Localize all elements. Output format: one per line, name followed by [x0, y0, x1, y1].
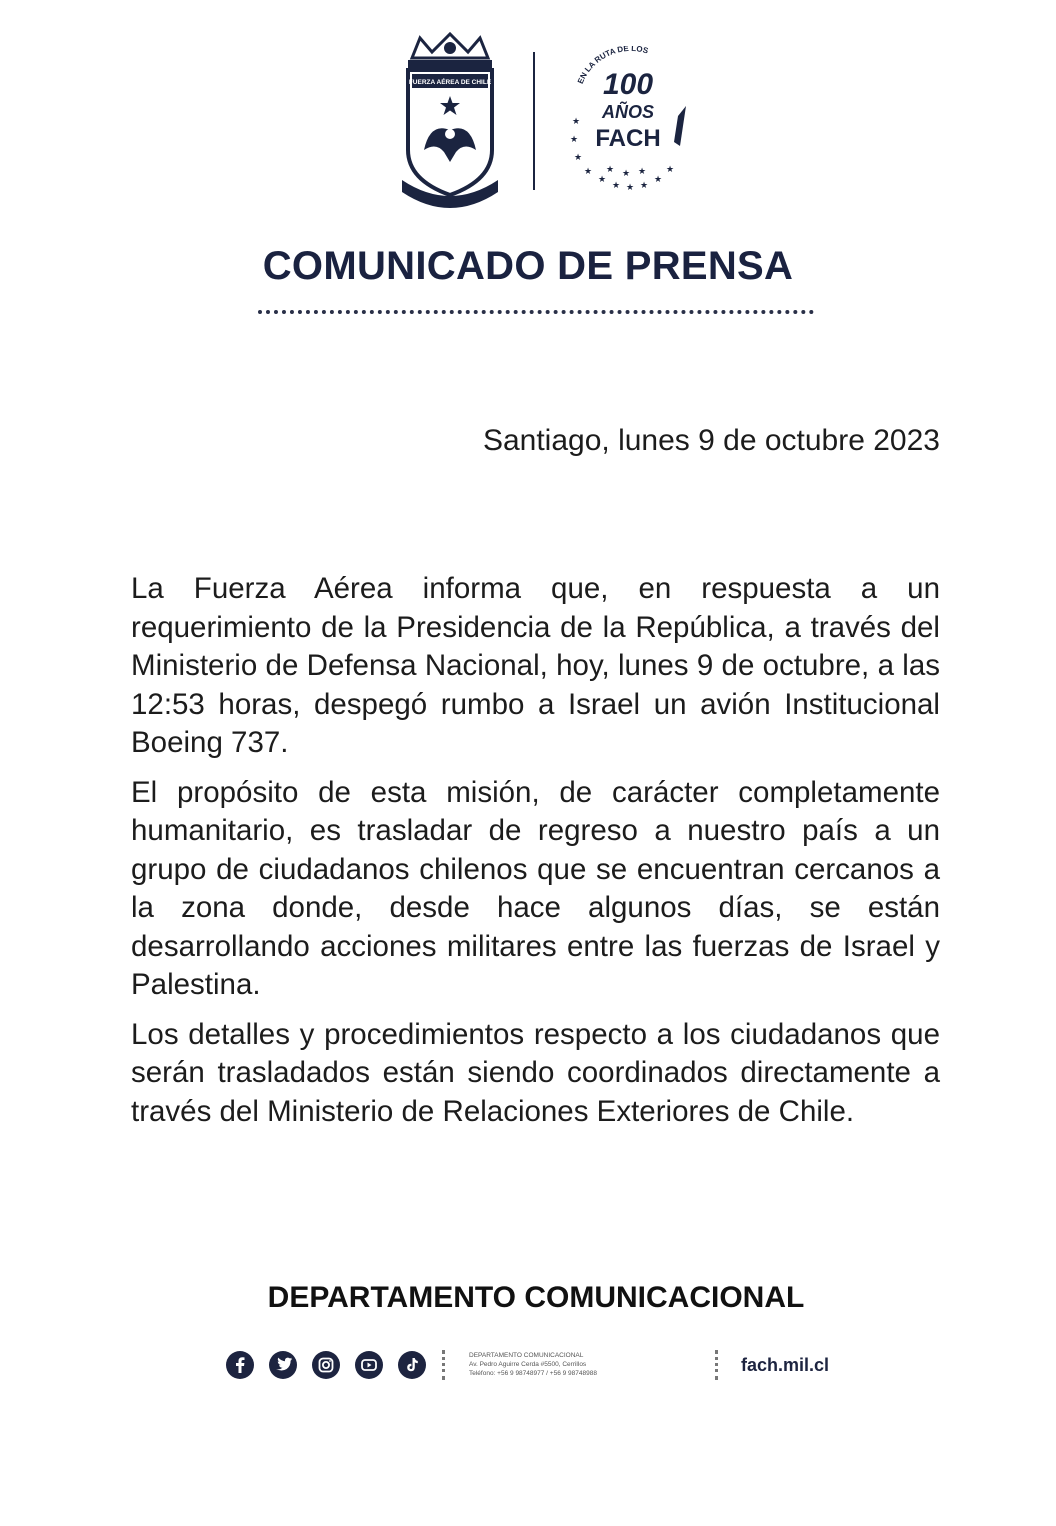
- title-dotted-rule: [258, 310, 814, 314]
- svg-text:★: ★: [622, 169, 631, 179]
- website-link[interactable]: fach.mil.cl: [741, 1355, 830, 1375]
- header-divider: [533, 52, 535, 190]
- footer-divider: [442, 1350, 445, 1380]
- svg-text:★: ★: [654, 175, 663, 185]
- body-paragraph: El propósito de esta misión, de carácter completamente humanitario, es trasladar de regreso a nuestro país a un grupo de ciudadanos chilenos que se encuentran cercanos a la zona donde, desde hace algunos días, se están desarrollando acciones militares entre las fuerzas de Israel y Palestina.: [131, 775, 940, 1001]
- facebook-icon[interactable]: [226, 1351, 254, 1379]
- press-release-body: [131, 570, 940, 1142]
- svg-text:★: ★: [572, 117, 581, 127]
- department-signature: DEPARTAMENTO COMUNICACIONAL: [267, 1281, 805, 1314]
- centenary-arc-text: EN LA RUTA DE LOS: [575, 46, 650, 86]
- centenary-100-anos-logo: [566, 46, 694, 198]
- social-icons-row: [226, 1351, 426, 1379]
- svg-text:★: ★: [612, 181, 621, 191]
- date-line: Santiago, lunes 9 de octubre 2023: [482, 424, 940, 457]
- crest-lettering: FUERZA AÉREA DE CHILE: [408, 79, 492, 86]
- youtube-icon[interactable]: [355, 1351, 383, 1379]
- svg-text:★: ★: [666, 165, 675, 175]
- footer-divider: [715, 1350, 718, 1380]
- centenary-years: AÑOS: [601, 102, 655, 122]
- body-paragraph: La Fuerza Aérea informa que, en respuesta a un requerimiento de la Presidencia de la República, a través del Ministerio de Defensa Nacional, hoy, lunes 9 de octubre, a las 12:53 horas, despegó rumbo a Israel un avión Institucional Boeing 737.: [131, 572, 940, 759]
- address-line: Av. Pedro Aguirre Cerda #5500, Cerrillos: [469, 1361, 587, 1368]
- twitter-icon[interactable]: [269, 1351, 297, 1379]
- svg-text:★: ★: [626, 183, 635, 193]
- body-paragraph: Los detalles y procedimientos respecto a los ciudadanos que serán trasladados están siendo coordinados directamente a través del Ministerio de Relaciones Exteriores de Chile.: [131, 1017, 940, 1128]
- svg-text:★: ★: [606, 165, 615, 175]
- svg-text:★: ★: [598, 175, 607, 185]
- svg-text:★: ★: [570, 135, 579, 145]
- address-line: Teléfono: +56 9 98748977 / +56 9 98748988: [469, 1370, 597, 1377]
- svg-text:★: ★: [574, 153, 583, 163]
- page-title: COMUNICADO DE PRENSA: [262, 244, 794, 288]
- fach-crest-logo: [398, 30, 502, 212]
- svg-text:★: ★: [638, 167, 647, 177]
- centenary-number: 100: [602, 68, 654, 101]
- instagram-icon[interactable]: [312, 1351, 340, 1379]
- tiktok-icon[interactable]: [398, 1351, 426, 1379]
- address-line: DEPARTAMENTO COMUNICACIONAL: [469, 1352, 584, 1359]
- svg-text:★: ★: [584, 167, 593, 177]
- contact-address: [469, 1351, 597, 1378]
- svg-text:★: ★: [640, 181, 649, 191]
- centenary-name: FACH: [595, 125, 661, 152]
